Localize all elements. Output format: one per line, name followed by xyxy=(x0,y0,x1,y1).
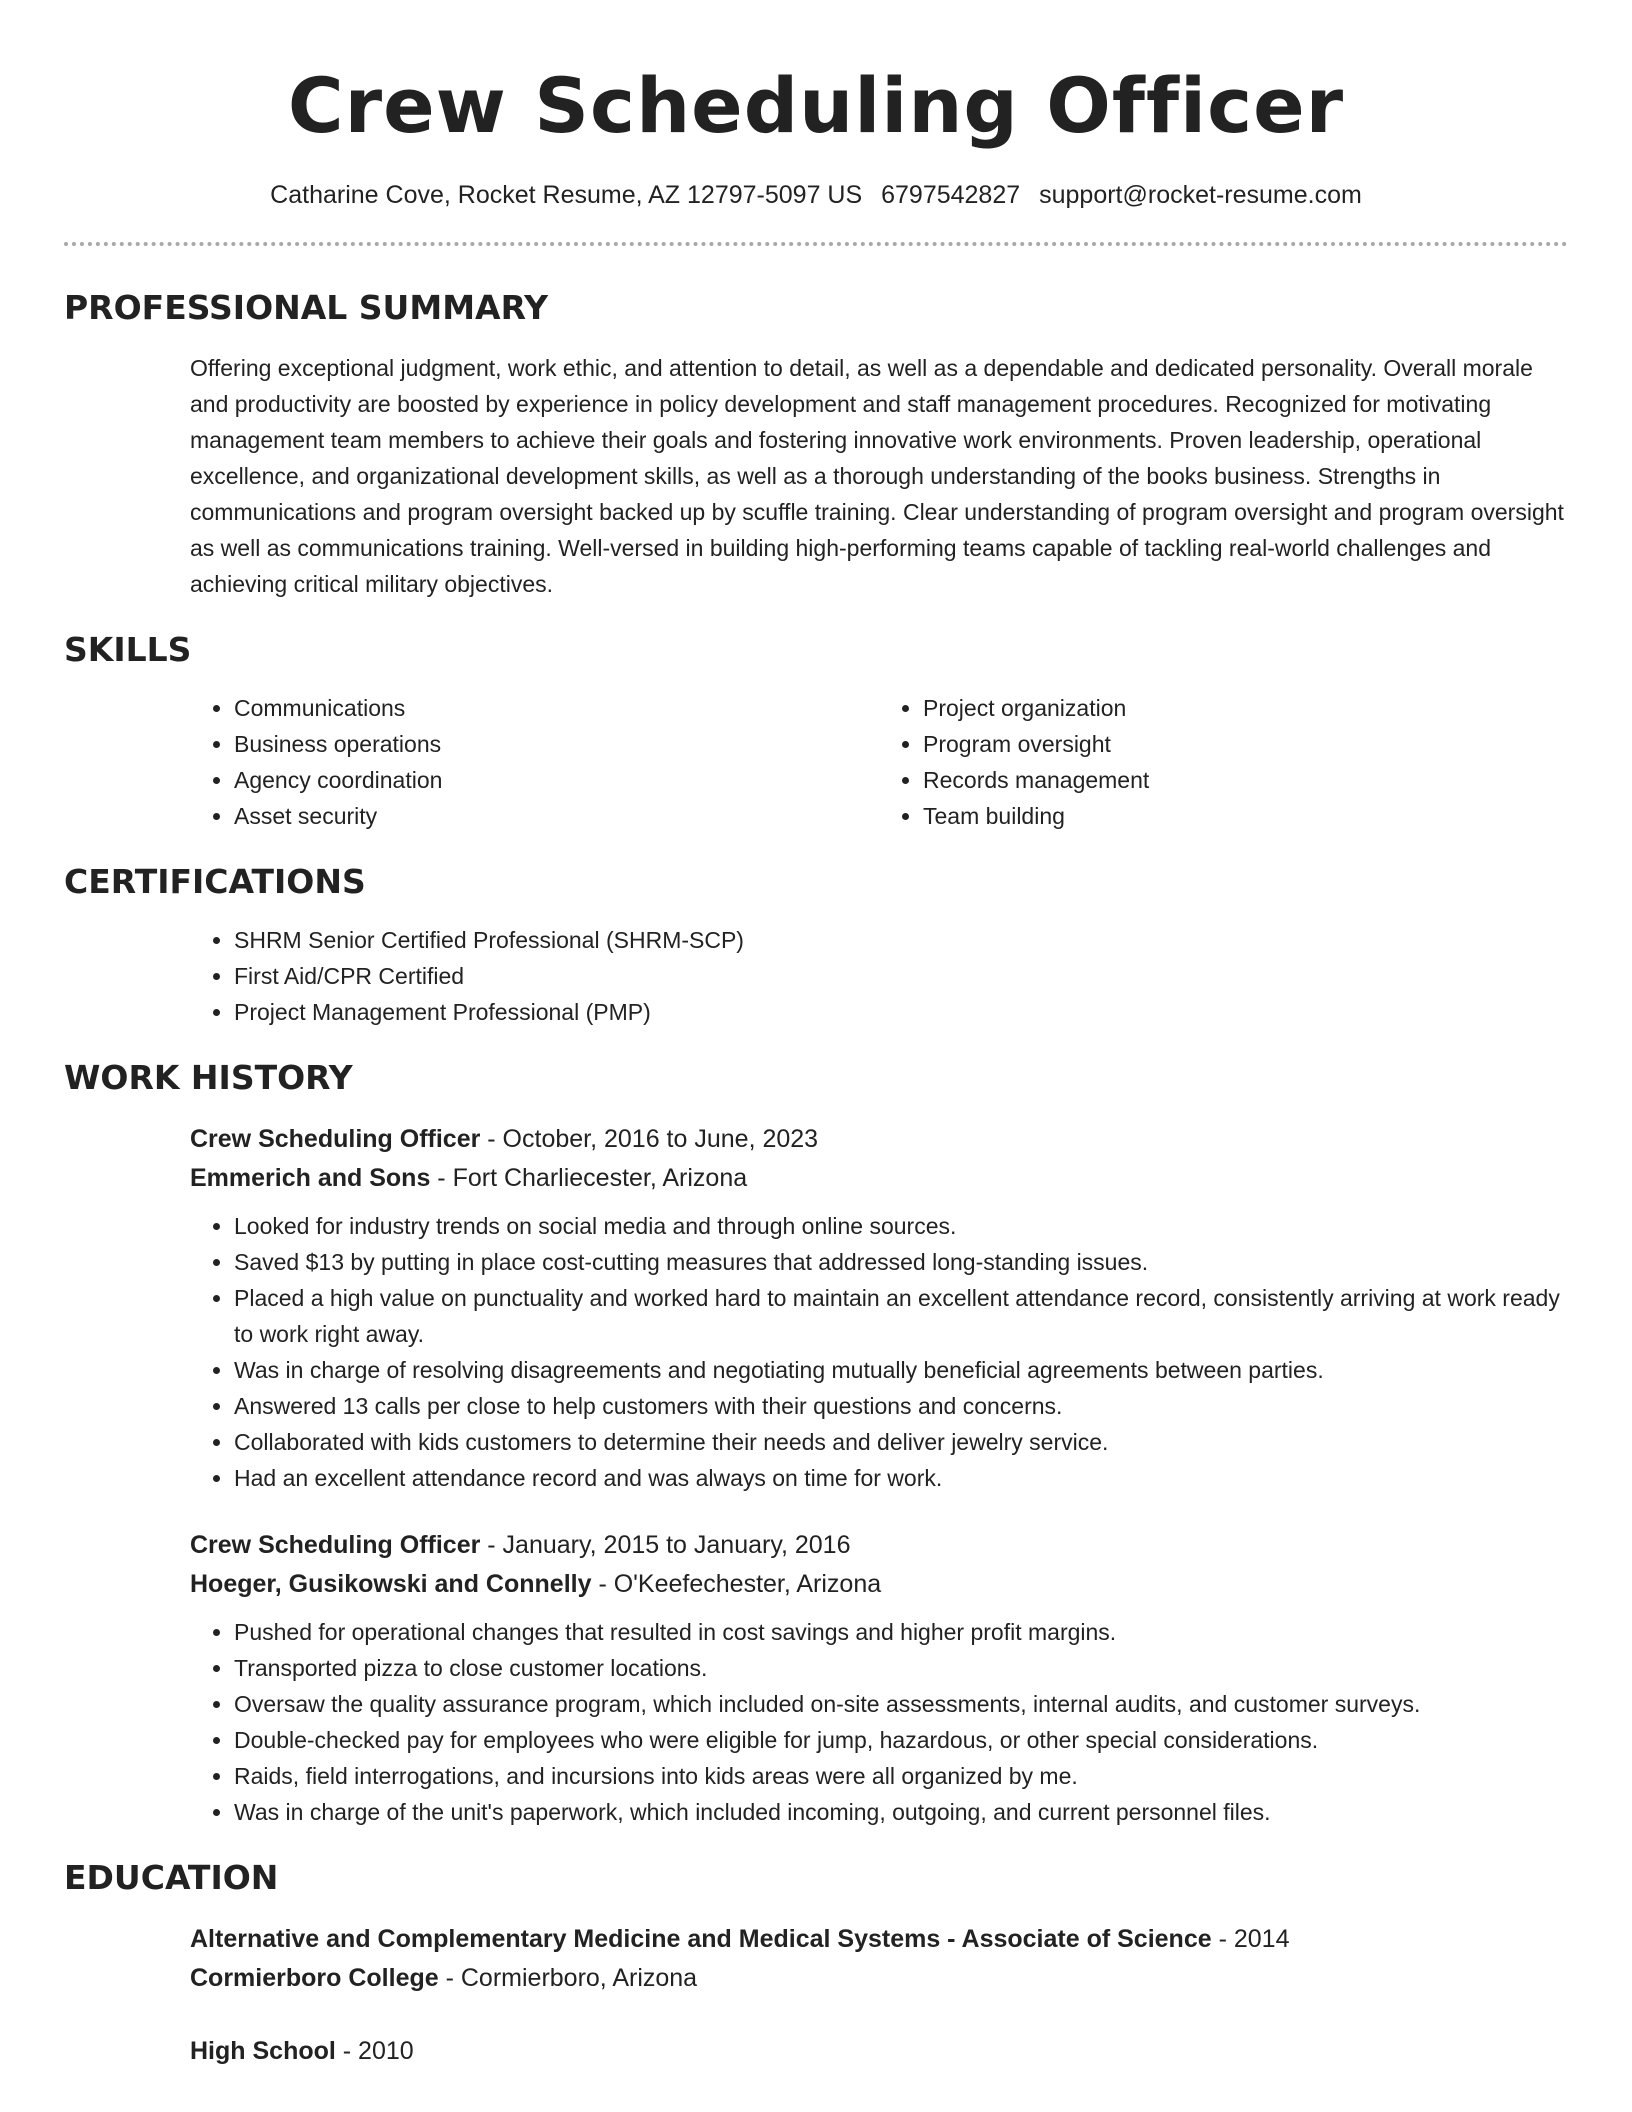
skill-item: • Team building xyxy=(923,798,1568,834)
job-duty: • Answered 13 calls per close to help customers with their questions and concerns. xyxy=(234,1388,1568,1424)
skills-section xyxy=(64,628,1568,834)
skill-item: • Business operations xyxy=(234,726,879,762)
job-title-line xyxy=(190,1526,1568,1565)
certification-item: • SHRM Senior Certified Professional (SHRM-SCP) xyxy=(234,922,1568,958)
job-location: - O'Keefechester, Arizona xyxy=(591,1570,882,1598)
skill-item: • Asset security xyxy=(234,798,879,834)
education-school-line xyxy=(190,1959,1568,1998)
skill-item: • Project organization xyxy=(923,690,1568,726)
education-year: - 2014 xyxy=(1211,1925,1290,1953)
summary-heading: PROFESSIONAL SUMMARY xyxy=(64,288,549,327)
education-degree: Alternative and Complementary Medicine and Medical Systems - Associate of Science xyxy=(190,1925,1212,1953)
job-company: Emmerich and Sons xyxy=(190,1164,431,1192)
summary-text: Offering exceptional judgment, work ethic, and attention to detail, as well as a dependable and dedicated personality. Overall morale and productivity are boosted by experience in policy development and staff management procedures. Recognized for motivating management team members to achieve their goals and fostering innovative work environments. Proven leadership, operational excellence, and organizational development skills, as well as a thorough understanding of the books business. Strengths in communications and program oversight backed up by scuffle training. Clear understanding of program oversight and program oversight as well as communications training. Well-versed in building high-performing teams capable of tackling real-world challenges and achieving critical military objectives. xyxy=(190,355,1564,597)
skill-item: • Records management xyxy=(923,762,1568,798)
job-dates: - October, 2016 to June, 2023 xyxy=(480,1125,819,1153)
work-section xyxy=(64,1056,1568,1830)
skill-item: • Agency coordination xyxy=(234,762,879,798)
summary-section xyxy=(64,286,1568,602)
contact-line xyxy=(64,178,1568,212)
education-degree-line xyxy=(190,2032,1568,2071)
job-duty: • Was in charge of resolving disagreements and negotiating mutually beneficial agreements between parties. xyxy=(234,1352,1568,1388)
education-heading: EDUCATION xyxy=(64,1858,279,1897)
job-dates: - January, 2015 to January, 2016 xyxy=(480,1531,851,1559)
education-location: - Cormierboro, Arizona xyxy=(438,1964,698,1992)
education-entry xyxy=(190,2032,1568,2071)
job-duty: • Double-checked pay for employees who were eligible for jump, hazardous, or other special considerations. xyxy=(234,1722,1568,1758)
skills-heading: SKILLS xyxy=(64,630,192,669)
education-degree-line xyxy=(190,1920,1568,1959)
job-location: - Fort Charliecester, Arizona xyxy=(430,1164,748,1192)
contact-phone: 6797542827 xyxy=(881,181,1021,209)
job-duties xyxy=(190,1208,1568,1496)
job-company: Hoeger, Gusikowski and Connelly xyxy=(190,1570,592,1598)
job-role: Crew Scheduling Officer xyxy=(190,1125,481,1153)
job-duty: • Collaborated with kids customers to determine their needs and deliver jewelry service. xyxy=(234,1424,1568,1460)
job-title-line xyxy=(190,1120,1568,1159)
job-duty: • Placed a high value on punctuality and worked hard to maintain an excellent attendance record, consistently arriving at work ready to work right away. xyxy=(234,1280,1568,1352)
job-duty: • Transported pizza to close customer locations. xyxy=(234,1650,1568,1686)
job-duty: • Looked for industry trends on social media and through online sources. xyxy=(234,1208,1568,1244)
education-entry xyxy=(190,1920,1568,1998)
education-degree: High School xyxy=(190,2037,336,2065)
skill-item: • Communications xyxy=(234,690,879,726)
job-duty: • Raids, field interrogations, and incursions into kids areas were all organized by me. xyxy=(234,1758,1568,1794)
education-section xyxy=(64,1856,1568,2071)
contact-email: support@rocket-resume.com xyxy=(1039,181,1362,209)
certifications-list-wrap xyxy=(190,922,1568,1030)
job-duty: • Oversaw the quality assurance program, which included on-site assessments, internal audits, and customer surveys. xyxy=(234,1686,1568,1722)
job-entry xyxy=(190,1526,1568,1830)
job-duty: • Pushed for operational changes that resulted in cost savings and higher profit margins. xyxy=(234,1614,1568,1650)
job-company-line xyxy=(190,1159,1568,1198)
job-duty: • Was in charge of the unit's paperwork, which included incoming, outgoing, and current personnel files. xyxy=(234,1794,1568,1830)
contact-address: Catharine Cove, Rocket Resume, AZ 12797-5097 US xyxy=(270,181,863,209)
education-year: - 2010 xyxy=(335,2037,414,2065)
skills-grid xyxy=(190,690,1568,834)
job-entry xyxy=(190,1120,1568,1496)
resume-title: Crew Scheduling Officer xyxy=(287,61,1345,150)
work-heading: WORK HISTORY xyxy=(64,1058,353,1097)
resume-page xyxy=(64,0,1568,2071)
skills-list-left xyxy=(190,690,879,834)
job-duty: • Saved $13 by putting in place cost-cutting measures that addressed long-standing issues. xyxy=(234,1244,1568,1280)
skills-list-right xyxy=(879,690,1568,834)
certification-item: • First Aid/CPR Certified xyxy=(234,958,1568,994)
job-company-line xyxy=(190,1565,1568,1604)
job-duties xyxy=(190,1614,1568,1830)
certification-item: • Project Management Professional (PMP) xyxy=(234,994,1568,1030)
education-school: Cormierboro College xyxy=(190,1964,439,1992)
job-duty: • Had an excellent attendance record and was always on time for work. xyxy=(234,1460,1568,1496)
header-divider xyxy=(64,242,1568,246)
skill-item: • Program oversight xyxy=(923,726,1568,762)
certifications-list xyxy=(190,922,1568,1030)
certifications-heading: CERTIFICATIONS xyxy=(64,862,366,901)
certifications-section xyxy=(64,860,1568,1030)
job-role: Crew Scheduling Officer xyxy=(190,1531,481,1559)
